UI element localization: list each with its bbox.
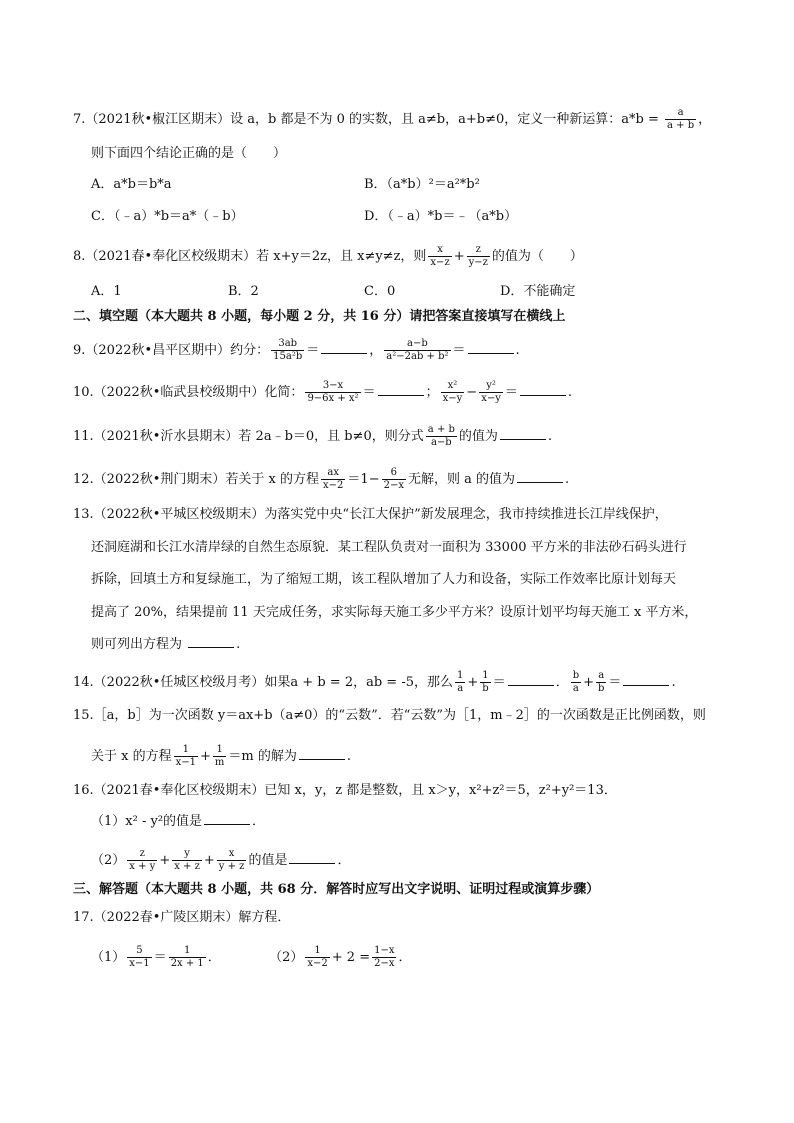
q9-eq-2: ＝	[452, 343, 466, 358]
q15-answer-blank[interactable]	[299, 747, 345, 760]
q15-line-2-pre: 关于 x 的方程	[91, 749, 172, 764]
q10-f1-num: 3−x	[305, 380, 360, 393]
q15-frac-2	[213, 744, 226, 769]
q14-frac-1	[455, 670, 465, 695]
q11-frac	[426, 424, 457, 449]
q14-answer-blank-1[interactable]	[508, 673, 554, 686]
q11-end: .	[547, 429, 553, 444]
q16-part-2-tail: 的值是	[248, 853, 288, 868]
q17-part-2-mid: + 2 =	[331, 950, 371, 965]
q16-part-1-text: （1）x² - y²的值是	[91, 814, 203, 829]
q17-f1-den: x−1	[129, 958, 150, 969]
q13-answer-blank[interactable]	[188, 635, 234, 648]
q8-f2-num: z	[467, 244, 490, 257]
q8-f1-den: x−z	[430, 257, 450, 268]
q8-tail: 的值为（ ）	[491, 249, 583, 264]
q10-stem: 10.（2022秋•临武县校级期中）化简：	[73, 385, 304, 400]
q14-frac-2	[480, 670, 490, 695]
q16-part-2	[91, 848, 350, 873]
q12-f2-den: 2−x	[383, 480, 404, 491]
q17-eq: ＝	[153, 950, 167, 965]
q10-frac-2	[441, 380, 465, 405]
q10-frac-1	[305, 380, 360, 405]
q9-line	[73, 338, 520, 363]
q10-sep: ；	[425, 385, 439, 400]
q8-option-b: B．2	[228, 284, 259, 299]
q14-f4-num: a	[596, 670, 606, 683]
q16-f1-num: z	[127, 848, 157, 861]
q17-f2-num: 1	[169, 945, 206, 958]
q9-f1-den: 15a²b	[273, 351, 303, 362]
q10-f1-den: 9−6x + x²	[307, 393, 359, 404]
q8-stem: 8.（2021春•奉化区校级期末）若 x+y＝2z，且 x≠y≠z，则	[73, 249, 427, 264]
q10-frac-3	[479, 380, 503, 405]
q16-part-2-end: ．	[337, 853, 351, 868]
q10-f2-den: x−y	[442, 393, 463, 404]
q16-stem: 16.（2021春•奉化区校级期末）已知 x，y，z 都是整数，且 x＞y，x²+z²＝5，z²+y²＝13．	[73, 783, 617, 798]
q9-answer-blank-2[interactable]	[468, 341, 514, 354]
q14-f1-den: a	[457, 683, 464, 694]
q16-f2-den: x + z	[174, 861, 200, 872]
q8-frac-1	[428, 244, 451, 269]
q16-answer-blank-2[interactable]	[289, 851, 335, 864]
q15-line-2-mid: ＝m 的解为	[228, 749, 297, 764]
q17-part-2-end: ．	[398, 950, 412, 965]
q11-stem: 11.（2021秋•沂水县期末）若 2a﹣b＝0，且 b≠0，则分式	[73, 429, 424, 444]
q7-option-c: C．（﹣a）*b＝a*（﹣b）	[91, 209, 244, 224]
q8-frac-2	[467, 244, 490, 269]
q16-f1-den: x + y	[129, 861, 156, 872]
q8-f1-num: x	[428, 244, 451, 257]
q13-line-3: 拆除，回填土方和复绿施工，为了缩短工期，该工程队增加了人力和设备，实际工作效率比原计划每天	[91, 572, 677, 587]
q16-f3-num: x	[217, 848, 247, 861]
q11-f-num: a + b	[427, 424, 455, 435]
q14-end: .	[671, 675, 676, 690]
q7-tail: ，	[698, 112, 712, 127]
q16-part-1-end: ．	[252, 814, 266, 829]
section-3-heading: 三、解答题（本大题共 8 小题，共 68 分．解答时应写出文字说明、证明过程或演算步骤）	[73, 882, 600, 897]
q14-frac-4	[596, 670, 606, 695]
q11-answer-blank[interactable]	[500, 427, 546, 440]
q15-f1-num: 1	[174, 744, 198, 757]
q10-f3-num: y²	[479, 380, 503, 393]
q17-f4-num: 1−x	[374, 945, 395, 956]
q14-f1-num: 1	[456, 670, 464, 681]
q16-frac-1	[127, 848, 157, 873]
q17-part-1-end: ．	[207, 950, 221, 965]
q10-answer-blank-2[interactable]	[520, 383, 566, 396]
q14-sep: ．	[555, 675, 569, 690]
q16-f3-den: y + z	[218, 861, 245, 872]
q8-stem-line	[73, 244, 583, 269]
q12-f1-num: ax	[321, 467, 345, 480]
q8-f2-den: y−z	[468, 257, 488, 268]
q14-f2-den: b	[482, 683, 489, 694]
q17-part-2-pre: （2）	[269, 950, 304, 965]
q12-frac-1	[321, 467, 345, 492]
q14-stem: 14.（2022秋•任城区校级月考）如果a + b = 2，ab = -5，那么	[73, 675, 453, 690]
q12-mid: ＝1−	[347, 472, 380, 487]
q10-end: .	[567, 385, 573, 400]
q14-f3-num: b	[572, 670, 580, 681]
q12-f1-den: x−2	[323, 480, 344, 491]
q15-line-1: 15.［a，b］为一次函数 y＝ax+b（a≠0）的“云数”．若“云数”为［1，m﹣2］的一次函数是正比例函数，则	[73, 708, 706, 723]
q14-line	[73, 670, 676, 695]
q11-tail: 的值为	[458, 429, 498, 444]
q17-f3-den: x−2	[307, 958, 328, 969]
q17-f3-num: 1	[305, 945, 329, 958]
q9-end: .	[515, 343, 520, 358]
q15-f2-den: m	[214, 757, 225, 768]
q12-stem: 12.（2022秋•荆门期末）若关于 x 的方程	[73, 472, 320, 487]
q14-f3-den: a	[572, 683, 579, 694]
q15-f1-den: x−1	[175, 757, 196, 768]
q9-f2-den: a²−2ab + b²	[386, 351, 449, 362]
q14-answer-blank-2[interactable]	[623, 673, 669, 686]
q10-line	[73, 380, 572, 405]
q15-line-2	[91, 744, 351, 769]
q16-plus-2: +	[203, 853, 215, 868]
q16-part-1	[91, 812, 265, 832]
q14-plus-1: +	[467, 675, 479, 690]
q15-f2-num: 1	[213, 744, 226, 757]
q12-end: .	[565, 472, 570, 487]
q14-f2-num: 1	[480, 670, 490, 683]
q7-option-a: A．a*b＝b*a	[91, 177, 172, 192]
q10-eq-1: ＝	[362, 385, 376, 400]
q10-answer-blank-1[interactable]	[378, 383, 424, 396]
q12-tail: 无解，则 a 的值为	[407, 472, 515, 487]
q15-plus: +	[200, 749, 211, 764]
q13-end: .	[236, 637, 241, 652]
q8-option-d: D．不能确定	[500, 284, 576, 299]
q16-part-2-pre: （2）	[91, 853, 126, 868]
q10-f3-den: x−y	[481, 393, 501, 404]
q7-frac-den: a + b	[667, 120, 695, 131]
q10-minus: −	[466, 385, 478, 400]
q10-eq-2: ＝	[504, 385, 518, 400]
q10-f2-num: x²	[441, 380, 465, 393]
q17-frac-3	[305, 945, 329, 970]
q17-f2-den: 2x + 1	[170, 958, 204, 969]
q13-line-4: 提高了 20%，结果提前 11 天完成任务，求实际每天施工多少平方米？设原计划平均每天施工 x 平方米，	[91, 605, 698, 620]
q14-plus-2: +	[583, 675, 595, 690]
q13-line-5	[91, 635, 240, 655]
q12-line	[73, 467, 569, 492]
q14-frac-3	[571, 670, 581, 695]
q16-answer-blank-1[interactable]	[204, 812, 250, 825]
section-2-heading: 二、填空题（本大题共 8 小题，每小题 2 分，共 16 分）请把答案直接填写在横线上	[73, 309, 566, 324]
q14-f4-den: b	[598, 683, 605, 694]
q12-frac-2	[382, 467, 406, 492]
q17-stem: 17.（2022春•广陵区期末）解方程．	[73, 910, 291, 925]
q7-option-b: B．（a*b）²＝a²*b²	[364, 177, 480, 192]
q8-option-a: A．1	[91, 284, 122, 299]
q12-answer-blank[interactable]	[517, 470, 563, 483]
q11-f-den: a−b	[430, 437, 452, 448]
q12-f2-num: 6	[382, 467, 406, 480]
q17-f4-den: 2−x	[374, 958, 395, 969]
q7-line2: 则下面四个结论正确的是（ ）	[91, 146, 287, 161]
q14-eq-2: ＝	[608, 675, 622, 690]
q9-f1-num: 3ab	[271, 338, 304, 351]
q8-option-c: C．0	[364, 284, 396, 299]
q8-plus: +	[453, 249, 465, 264]
q15-frac-1	[174, 744, 198, 769]
q17-part-1-pre: （1）	[91, 950, 126, 965]
q17-frac-2	[169, 945, 206, 970]
q9-frac-1	[271, 338, 304, 363]
q17-parts	[91, 945, 412, 970]
q9-answer-blank-1[interactable]	[321, 341, 367, 354]
q7-fraction	[665, 107, 696, 132]
q17-frac-4	[372, 945, 396, 970]
q9-frac-2	[384, 338, 450, 363]
q17-f1-num: 5	[127, 945, 151, 958]
q7-frac-num: a	[665, 107, 696, 120]
q16-frac-2	[172, 848, 202, 873]
q7-stem: 7.（2021秋•椒江区期末）设 a，b 都是不为 0 的实数，且 a≠b，a+b≠0，定义一种新运算：a*b =	[73, 112, 659, 127]
q13-line-1: 13.（2022秋•平城区校级期末）为落实党中央“长江大保护”新发展理念，我市持续推进长江岸线保护，	[73, 507, 668, 522]
q7-option-d: D．（﹣a）*b＝﹣（a*b）	[364, 209, 518, 224]
q13-line-2: 还洞庭湖和长江水清岸绿的自然生态原貌．某工程队负责对一面积为 33000 平方米的非法砂石码头进行	[91, 540, 687, 555]
q9-stem: 9.（2022秋•昌平区期中）约分：	[73, 343, 270, 358]
q9-f2-num: a−b	[384, 338, 450, 351]
q16-f2-num: y	[172, 848, 202, 861]
q11-line	[73, 424, 552, 449]
q9-eq-1: ＝	[306, 343, 320, 358]
q9-sep: ，	[369, 343, 383, 358]
q17-frac-1	[127, 945, 151, 970]
q15-end: .	[346, 749, 351, 764]
q14-eq-1: ＝	[492, 675, 506, 690]
q16-frac-3	[217, 848, 247, 873]
q16-plus-1: +	[159, 853, 171, 868]
q7-stem-line	[73, 107, 711, 132]
q13-line-5-text: 则可列出方程为	[91, 637, 183, 652]
